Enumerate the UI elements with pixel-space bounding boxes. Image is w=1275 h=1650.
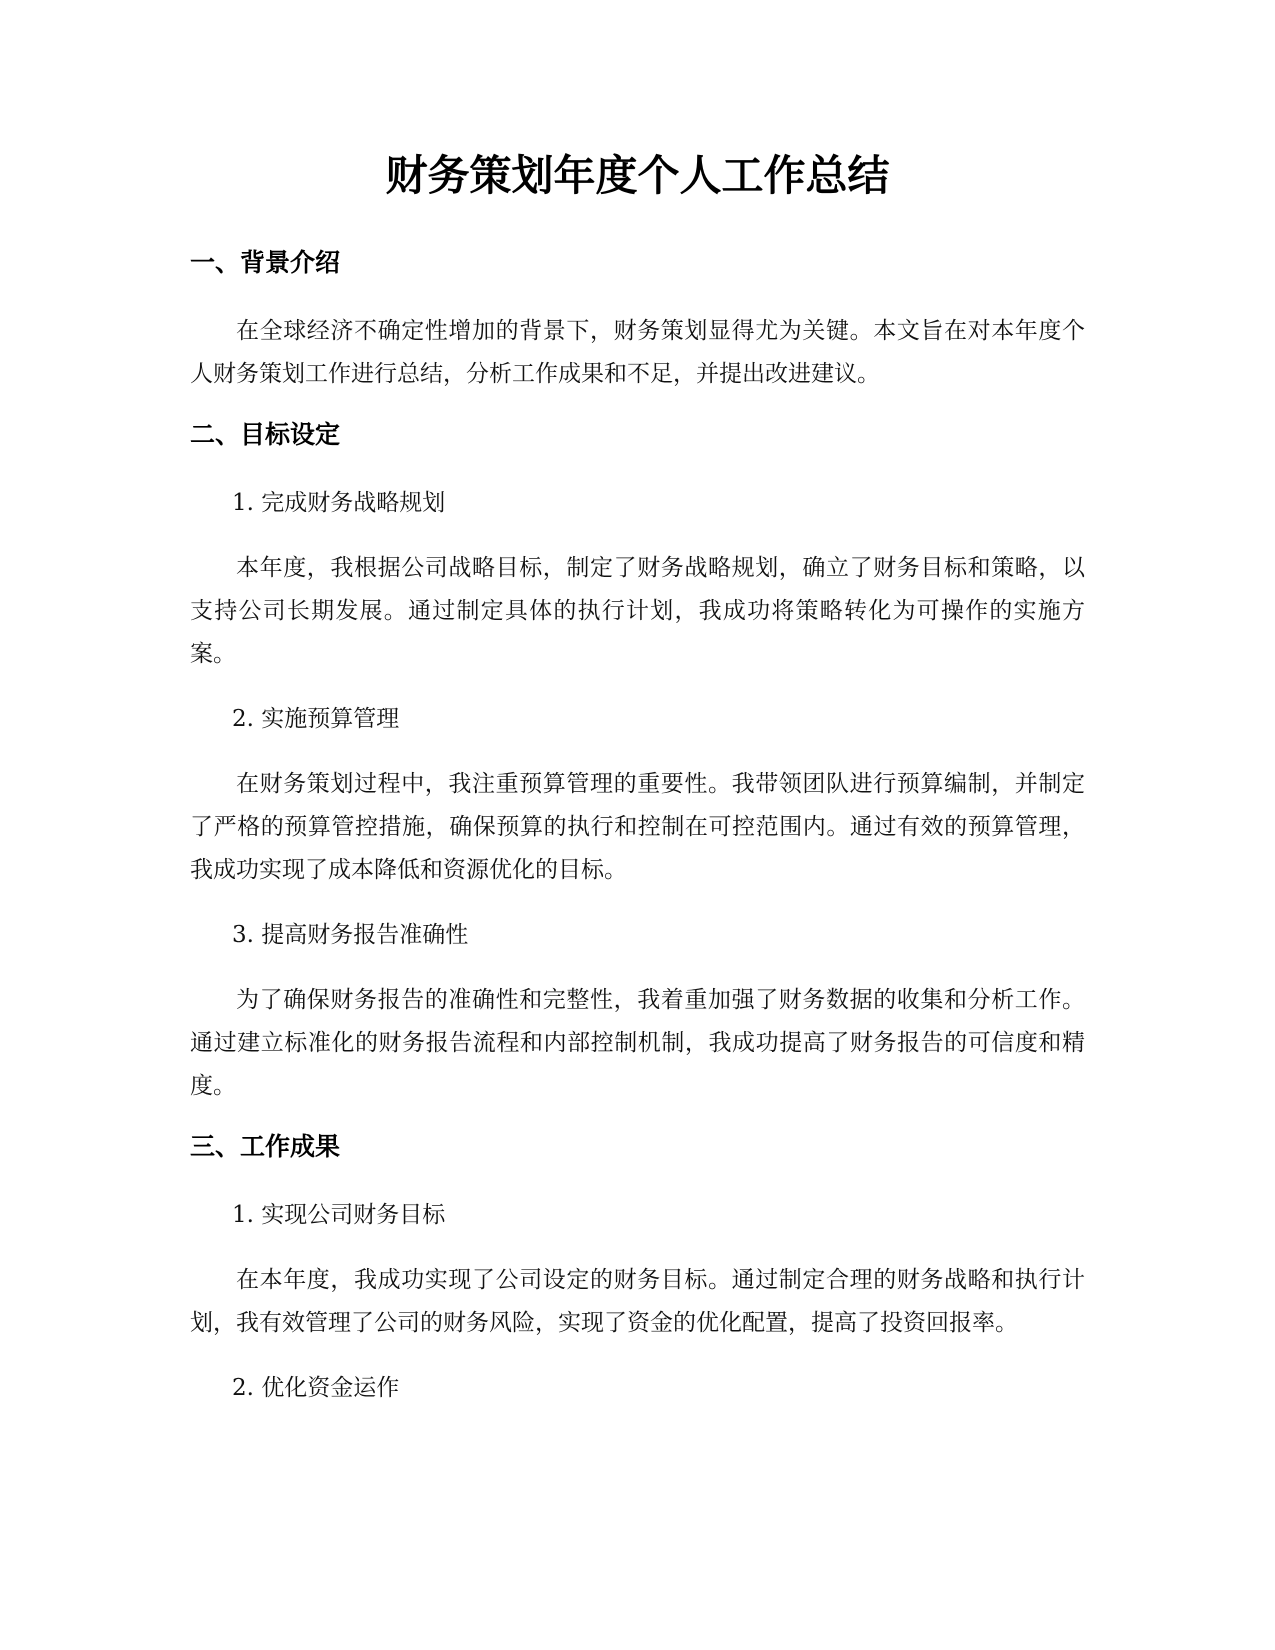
list-item-paragraph: 在财务策划过程中，我注重预算管理的重要性。我带领团队进行预算编制，并制定了严格的预算管控措施，确保预算的执行和控制在可控范围内。通过有效的预算管理，我成功实现了成本降低和资源优化的目标。 <box>190 771 1085 883</box>
section-paragraph-background: 在全球经济不确定性增加的背景下，财务策划显得尤为关键。本文旨在对本年度个人财务策划工作进行总结，分析工作成果和不足，并提出改进建议。 <box>190 318 1085 387</box>
document-title: 财务策划年度个人工作总结 <box>385 151 890 200</box>
list-item-label: 3. 提高财务报告准确性 <box>232 922 469 948</box>
document-body <box>190 246 1085 1432</box>
section-heading-goals: 二、目标设定 <box>190 420 341 449</box>
list-item-label: 1. 完成财务战略规划 <box>232 490 446 516</box>
list-item-paragraph: 为了确保财务报告的准确性和完整性，我着重加强了财务数据的收集和分析工作。通过建立标准化的财务报告流程和内部控制机制，我成功提高了财务报告的可信度和精度。 <box>190 987 1085 1099</box>
section-heading-background: 一、背景介绍 <box>190 248 341 277</box>
list-item-label: 1. 实现公司财务目标 <box>232 1202 446 1228</box>
list-item-label: 2. 实施预算管理 <box>232 706 400 732</box>
list-item-paragraph: 在本年度，我成功实现了公司设定的财务目标。通过制定合理的财务战略和执行计划，我有效管理了公司的财务风险，实现了资金的优化配置，提高了投资回报率。 <box>190 1267 1085 1336</box>
list-item-paragraph: 本年度，我根据公司战略目标，制定了财务战略规划，确立了财务目标和策略，以支持公司长期发展。通过制定具体的执行计划，我成功将策略转化为可操作的实施方案。 <box>190 555 1085 667</box>
list-item-label: 2. 优化资金运作 <box>232 1375 400 1401</box>
section-heading-results: 三、工作成果 <box>190 1132 341 1161</box>
